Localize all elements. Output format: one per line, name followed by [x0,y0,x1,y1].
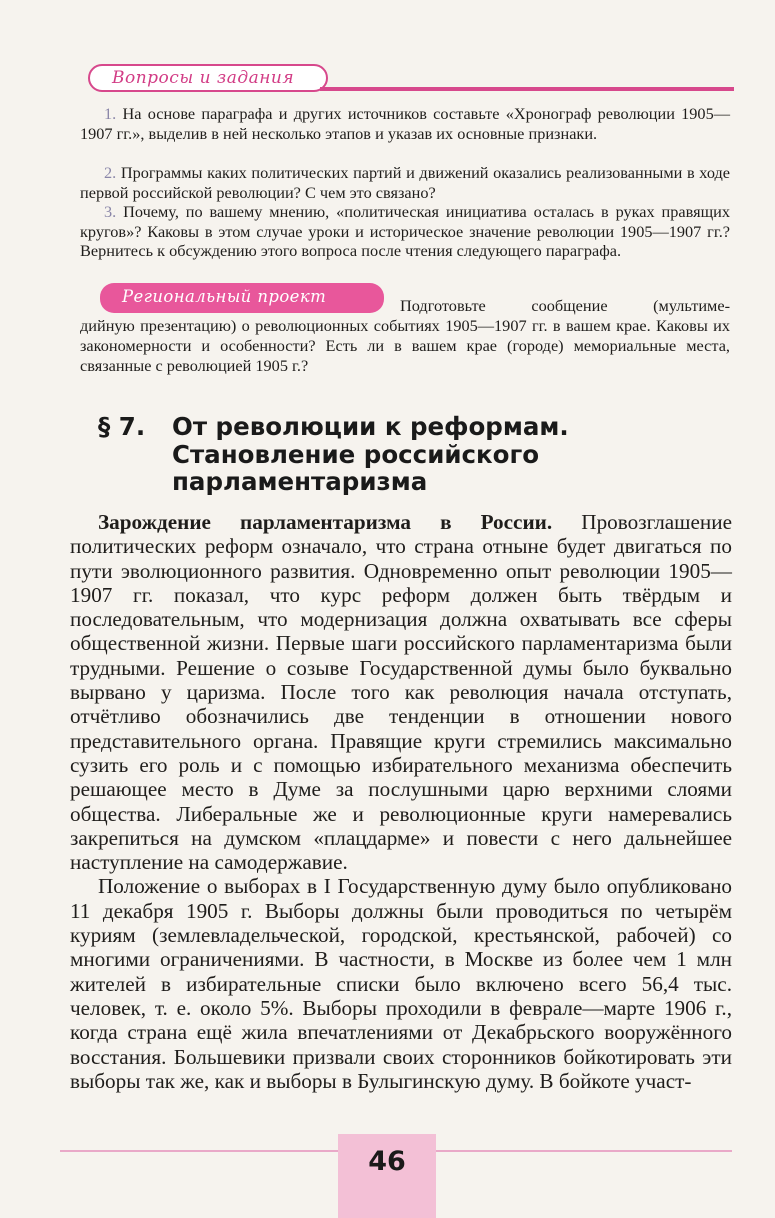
paragraph-1-text: Провозглашение политических реформ означало, что страна отныне будет двигаться по пути эволюционного развития. Одновременно опыт революции 1905—1907 гг. показал, что курс реформ должен быть твёрдым и последовательным, что модернизация должна охватывать все сферы общественной жизни. Первые шаги российского парламентаризма были трудными. Решение о созыве Государственной думы было буквально вырвано у царизма. После того как революция начала отступать, отчётливо обозначились две тенденции в отношении нового представительного органа. Правящие круги стремились максимально сузить его роль и с помощью избирательного механизма обеспечить решающее место в Думе за послушными царю верхними слоями общества. Либеральные же и революционные круги намеревались закрепиться на думском «плацдарме» и повести с него дальнейшее наступление на самодержавие. [70,510,732,875]
question-number: 1. [104,104,117,123]
question-3 [80,202,730,261]
questions-header-rule [320,87,734,91]
regional-project-text-first: Подготовьте сообщение (мультиме- [400,296,730,315]
section-heading [98,413,698,496]
section-title-line3: парламентаризма [172,467,428,496]
section-title-line2: Становление российского [172,439,540,469]
regional-project-badge [100,283,384,313]
question-text: Почему, по вашему мнению, «политическая инициатива осталась в руках правящих кругов»? Каковы в этом случае уроки и историческое значение революции 1905—1907 гг.? Вернитесь к обсуждению этого вопроса после чтения следующего параграфа. [80,202,730,260]
regional-project-label: Региональный проект [122,287,327,306]
question-number: 2. [104,163,117,182]
section-number: § 7. [98,412,146,441]
page-number-box [338,1134,436,1218]
question-1 [80,104,730,143]
section-title-line1: От революции к реформам. [172,412,569,441]
paragraph-1 [70,510,732,874]
question-number: 3. [104,202,117,221]
questions-header-pill [88,64,328,92]
paragraph-1-heading: Зарождение парламентаризма в России. [98,510,553,534]
questions-header-label: Вопросы и задания [112,68,295,88]
body-text [70,510,732,1093]
paragraph-2: Положение о выборах в I Государственную думу было опубликовано 11 декабря 1905 г. Выборы должны были проводиться по четырём куриям (землевладельческой, городской, крестьянской, рабочей) со многими ограничениями. В частности, в Москве из более чем 1 млн жителей в избирательные списки было включено всего 56,4 тыс. человек, т. е. около 5%. Выборы проходили в феврале—марте 1906 г., когда страна ещё жила впечатлениями от Декабрьского вооружённого восстания. Большевики призвали своих сторонников бойкотировать эти выборы так же, как и выборы в Булыгинскую думу. В бойкоте участ- [70,874,732,1093]
question-text: На основе параграфа и других источников составьте «Хронограф революции 1905—1907 гг.», выделив в ней несколько этапов и указав их основные признаки. [80,104,730,143]
footer-rule-right [436,1150,732,1152]
questions-header [88,62,734,98]
question-2 [80,163,730,202]
page-number: 46 [368,1146,406,1177]
question-text: Программы каких политических партий и движений оказались реализованными в ходе первой российской революции? С чем это связано? [80,163,730,202]
footer-rule-left [60,1150,338,1152]
regional-project-text-rest: дийную презентацию) о революционных событиях 1905—1907 гг. в вашем крае. Каковы их закономерности и особенности? Есть ли в вашем крае (городе) мемориальные места, связанные с революцией 1905 г.? [80,316,730,375]
